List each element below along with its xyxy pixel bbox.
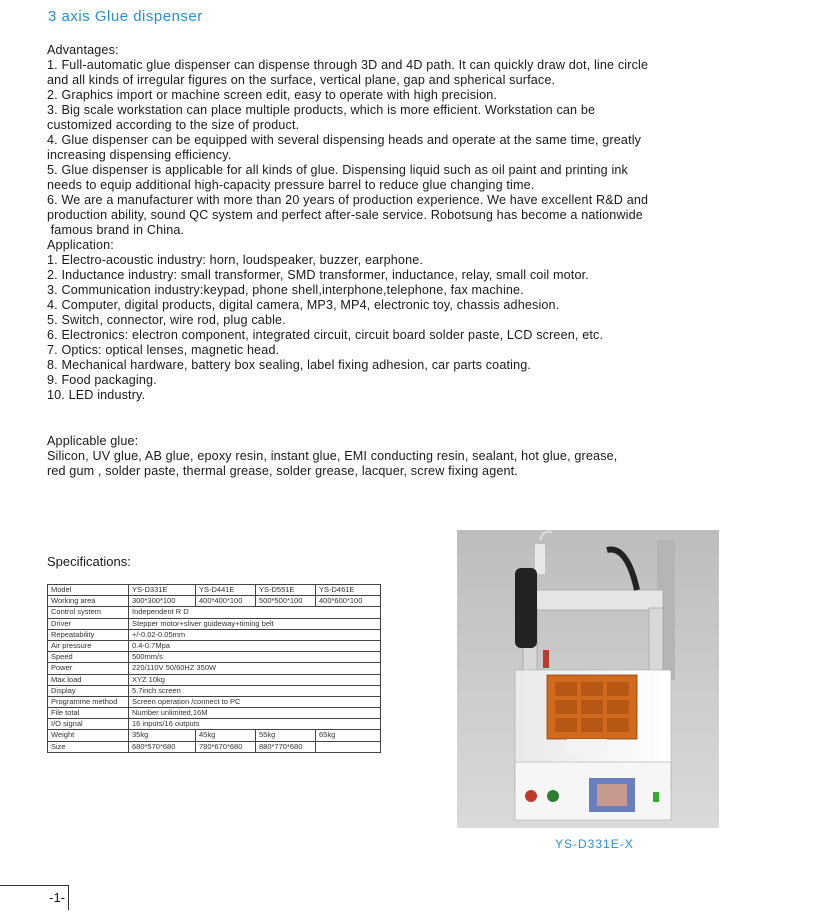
text-line: Applicable glue: xyxy=(47,434,139,448)
spec-value-cell: XYZ 10kg xyxy=(129,674,381,685)
text-line: needs to equip additional high-capacity pressure barrel to reduce glue changing time. xyxy=(47,178,535,192)
spec-value-cell: 5.7inch screen xyxy=(129,685,381,696)
spec-label-cell: Power xyxy=(48,663,129,674)
text-line: Advantages: xyxy=(47,43,119,57)
spec-value-cell: 400*600*100 xyxy=(316,596,381,607)
advantages-section xyxy=(47,43,737,403)
spec-value-cell xyxy=(316,741,381,752)
spec-value-cell: YS-D331E xyxy=(129,585,196,596)
spec-label-cell: Control system xyxy=(48,607,129,618)
text-line: 6. We are a manufacturer with more than 20 years of production experience. We have excellent R&D and xyxy=(47,193,649,207)
spec-value-cell: Stepper motor+sliver guideway+timing belt xyxy=(129,618,381,629)
spec-label-cell: Driver xyxy=(48,618,129,629)
table-row xyxy=(48,696,381,707)
spec-label-cell: Display xyxy=(48,685,129,696)
spec-value-cell: 220/110V 50/60HZ 350W xyxy=(129,663,381,674)
table-row xyxy=(48,607,381,618)
text-line: 3. Big scale workstation can place multiple products, which is more efficient. Workstation can be xyxy=(47,103,596,117)
table-row xyxy=(48,708,381,719)
text-line: increasing dispensing efficiency. xyxy=(47,148,232,162)
table-row xyxy=(48,629,381,640)
text-line: Application: xyxy=(47,238,114,252)
text-line: production ability, sound QC system and perfect after-sale service. Robotsung has become a nationwide xyxy=(47,208,643,222)
specifications-table xyxy=(47,584,381,753)
text-line: red gum , solder paste, thermal grease, solder grease, lacquer, screw fixing agent. xyxy=(47,464,518,478)
table-row xyxy=(48,674,381,685)
table-row xyxy=(48,652,381,663)
text-line: 5. Glue dispenser is applicable for all kinds of glue. Dispensing liquid such as oil paint and printing ink xyxy=(47,163,628,177)
text-line: and all kinds of irregular figures on the surface, vertical plane, gap and spherical surface. xyxy=(47,73,556,87)
text-line: famous brand in China. xyxy=(47,223,185,237)
table-row xyxy=(48,596,381,607)
text-line: 8. Mechanical hardware, battery box sealing, label fixing adhesion, car parts coating. xyxy=(47,358,532,372)
specifications-heading: Specifications: xyxy=(47,554,131,569)
spec-value-cell: Screen operation /connect to PC xyxy=(129,696,381,707)
table-row xyxy=(48,730,381,741)
text-line: 9. Food packaging. xyxy=(47,373,157,387)
applicable-glue-section xyxy=(47,434,737,479)
text-line: 1. Electro-acoustic industry: horn, loudspeaker, buzzer, earphone. xyxy=(47,253,424,267)
text-line: 6. Electronics: electron component, integrated circuit, circuit board solder paste, LCD screen, etc. xyxy=(47,328,604,342)
text-line: Silicon, UV glue, AB glue, epoxy resin, instant glue, EMI conducting resin, sealant, hot glue, grease, xyxy=(47,449,618,463)
spec-value-cell: 400*400*100 xyxy=(196,596,256,607)
text-line: 7. Optics: optical lenses, magnetic head. xyxy=(47,343,280,357)
spec-value-cell: Independent R D xyxy=(129,607,381,618)
product-photo xyxy=(457,530,719,828)
spec-value-cell: 55kg xyxy=(256,730,316,741)
table-row xyxy=(48,663,381,674)
product-model-label: YS-D331E-X xyxy=(555,837,634,851)
spec-label-cell: Speed xyxy=(48,652,129,663)
text-line: 1. Full-automatic glue dispenser can dispense through 3D and 4D path. It can quickly draw dot, line circle xyxy=(47,58,649,72)
table-row xyxy=(48,741,381,752)
spec-value-cell: 35kg xyxy=(129,730,196,741)
spec-value-cell: 500mm/s xyxy=(129,652,381,663)
spec-value-cell: YS-D441E xyxy=(196,585,256,596)
spec-label-cell: Max load xyxy=(48,674,129,685)
spec-value-cell: 300*300*100 xyxy=(129,596,196,607)
dispenser-machine-illustration xyxy=(457,530,719,828)
spec-label-cell: Air pressure xyxy=(48,640,129,651)
spec-label-cell: Model xyxy=(48,585,129,596)
spec-value-cell: YS-D461E xyxy=(316,585,381,596)
spec-value-cell: 680*570*680 xyxy=(129,741,196,752)
text-line: 2. Graphics import or machine screen edit, easy to operate with high precision. xyxy=(47,88,498,102)
spec-label-cell: Repeatability xyxy=(48,629,129,640)
table-row xyxy=(48,618,381,629)
table-row xyxy=(48,719,381,730)
page-title: 3 axis Glue dispenser xyxy=(48,8,203,25)
table-row xyxy=(48,685,381,696)
spec-label-cell: I/O signal xyxy=(48,719,129,730)
spec-value-cell: 500*500*100 xyxy=(256,596,316,607)
spec-value-cell: 65kg xyxy=(316,730,381,741)
text-line: customized according to the size of product. xyxy=(47,118,300,132)
table-row xyxy=(48,585,381,596)
spec-label-cell: Size xyxy=(48,741,129,752)
page-number-box xyxy=(0,885,69,910)
page-number: -1- xyxy=(49,890,65,905)
spec-value-cell: 16 inputs/16 outputs xyxy=(129,719,381,730)
spec-label-cell: Working area xyxy=(48,596,129,607)
table-row xyxy=(48,640,381,651)
spec-value-cell: 45kg xyxy=(196,730,256,741)
text-line: 4. Computer, digital products, digital camera, MP3, MP4, electronic toy, chassis adhesion. xyxy=(47,298,560,312)
text-line: 3. Communication industry:keypad, phone shell,interphone,telephone, fax machine. xyxy=(47,283,524,297)
spec-label-cell: File total xyxy=(48,708,129,719)
text-line: 2. Inductance industry: small transformer, SMD transformer, inductance, relay, small coil motor. xyxy=(47,268,589,282)
spec-value-cell: 0.4-0.7Mpa xyxy=(129,640,381,651)
spec-value-cell: 780*670*680 xyxy=(196,741,256,752)
text-line: 4. Glue dispenser can be equipped with several dispensing heads and operate at the same time, greatly xyxy=(47,133,642,147)
spec-label-cell: Programme method xyxy=(48,696,129,707)
spec-value-cell: +/-0.02-0.05mm xyxy=(129,629,381,640)
text-line: 5. Switch, connector, wire rod, plug cable. xyxy=(47,313,286,327)
spec-value-cell: Number unlimited,16M xyxy=(129,708,381,719)
spec-value-cell: 880*770*680 xyxy=(256,741,316,752)
spec-label-cell: Weight xyxy=(48,730,129,741)
spec-value-cell: YS-D551E xyxy=(256,585,316,596)
text-line: 10. LED industry. xyxy=(47,388,146,402)
